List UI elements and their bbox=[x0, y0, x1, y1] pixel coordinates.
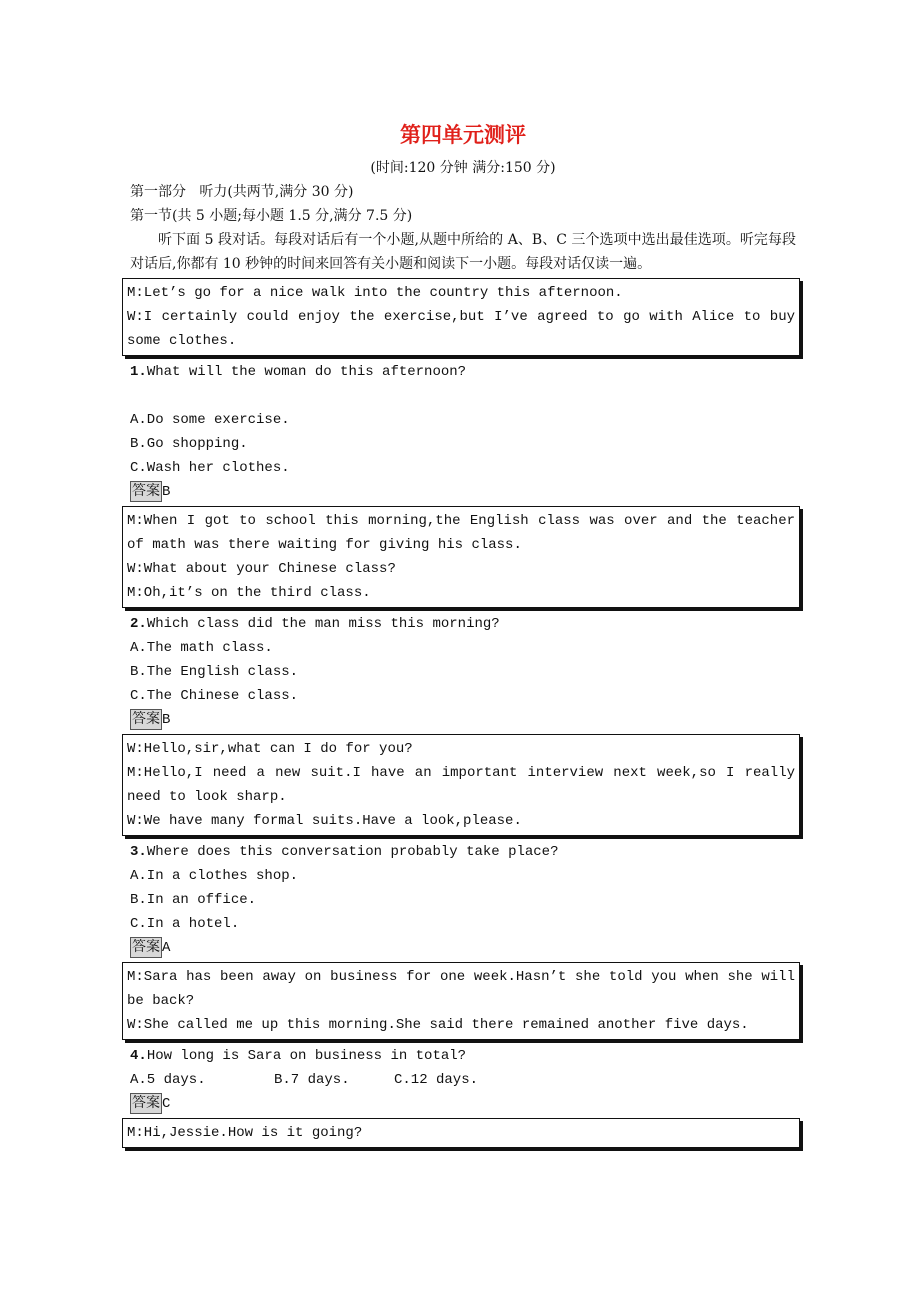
answer-row-2 bbox=[130, 708, 796, 732]
answer-value: B bbox=[162, 484, 171, 500]
dialog-box-1 bbox=[122, 278, 804, 356]
option-a: A.The math class. bbox=[130, 640, 273, 656]
option-a: A.In a clothes shop. bbox=[130, 868, 299, 884]
question-text: How long is Sara on business in total? bbox=[146, 1048, 467, 1064]
question-number: 4. bbox=[130, 1048, 147, 1064]
option-c: C.In a hotel. bbox=[130, 916, 240, 932]
exam-page bbox=[127, 118, 804, 1152]
dialog-line: M:Oh,it’s on the third class. bbox=[127, 585, 371, 601]
dialog-line: W:She called me up this morning.She said there remained another five days. bbox=[127, 1017, 749, 1033]
answer-value: A bbox=[162, 940, 171, 956]
option-c: C.The Chinese class. bbox=[130, 688, 299, 704]
option-b: B.7 days. bbox=[274, 1072, 350, 1088]
dialog-line: M:Let’s go for a nice walk into the country this afternoon. bbox=[127, 285, 623, 301]
question-number: 1. bbox=[130, 364, 147, 380]
dialog-box-3 bbox=[122, 734, 804, 836]
question-text: Where does this conversation probably take place? bbox=[146, 844, 559, 860]
question-number: 2. bbox=[130, 616, 147, 632]
dialog-line: M:When I got to school this morning,the English class was over and the teacher of math was there waiting for giving his class. bbox=[127, 513, 804, 553]
option-a: A.5 days. bbox=[130, 1072, 206, 1088]
question-text: What will the woman do this afternoon? bbox=[146, 364, 467, 380]
answer-value: B bbox=[162, 712, 171, 728]
dialog-line: W:We have many formal suits.Have a look,please. bbox=[127, 813, 522, 829]
answer-label: 答案 bbox=[130, 709, 162, 730]
dialog-box-5 bbox=[122, 1118, 800, 1148]
option-b: B.Go shopping. bbox=[130, 436, 248, 452]
dialog-line: M:Sara has been away on business for one week.Hasn’t she told you when she will be back? bbox=[127, 969, 804, 1009]
option-c: C.12 days. bbox=[394, 1072, 479, 1088]
answer-label: 答案 bbox=[130, 937, 162, 958]
section-heading: 第一节(共 5 小题;每小题 1.5 分,满分 7.5 分) bbox=[130, 208, 413, 224]
dialog-line: M:Hello,I need a new suit.I have an important interview next week,so I really need to look sharp. bbox=[127, 765, 804, 805]
question-1 bbox=[130, 360, 796, 384]
dialog-line: M:Hi,Jessie.How is it going? bbox=[127, 1125, 363, 1141]
dialog-line: W:Hello,sir,what can I do for you? bbox=[127, 741, 413, 757]
question-2 bbox=[130, 612, 796, 636]
instructions: 听下面 5 段对话。每段对话后有一个小题,从题中所给的 A、B、C 三个选项中选出最佳选项。听完每段对话后,你都有 10 秒钟的时间来回答有关小题和阅读下一小题。每段对话仅读一遍。 bbox=[130, 232, 796, 272]
option-b: B.The English class. bbox=[130, 664, 299, 680]
answer-row-3 bbox=[130, 936, 796, 960]
answer-value: C bbox=[162, 1096, 171, 1112]
option-a: A.Do some exercise. bbox=[130, 412, 290, 428]
question-number: 3. bbox=[130, 844, 147, 860]
exam-time-score: (时间:120 分钟 满分:150 分) bbox=[370, 160, 556, 176]
option-c: C.Wash her clothes. bbox=[130, 460, 290, 476]
answer-label: 答案 bbox=[130, 1093, 162, 1114]
options-inline bbox=[130, 1068, 796, 1092]
question-3 bbox=[130, 840, 796, 864]
dialog-line: W:I certainly could enjoy the exercise,but I’ve agreed to go with Alice to buy some clothes. bbox=[127, 309, 804, 349]
option-b: B.In an office. bbox=[130, 892, 257, 908]
page-title: 第四单元测评 bbox=[400, 123, 526, 147]
dialog-line: W:What about your Chinese class? bbox=[127, 561, 396, 577]
question-4 bbox=[130, 1044, 796, 1068]
answer-label: 答案 bbox=[130, 481, 162, 502]
answer-row-1 bbox=[130, 480, 796, 504]
dialog-box-4 bbox=[122, 962, 804, 1040]
question-text: Which class did the man miss this morning? bbox=[146, 616, 500, 632]
dialog-box-2 bbox=[122, 506, 804, 608]
part-heading: 第一部分 听力(共两节,满分 30 分) bbox=[130, 184, 354, 200]
answer-row-4 bbox=[130, 1092, 796, 1116]
